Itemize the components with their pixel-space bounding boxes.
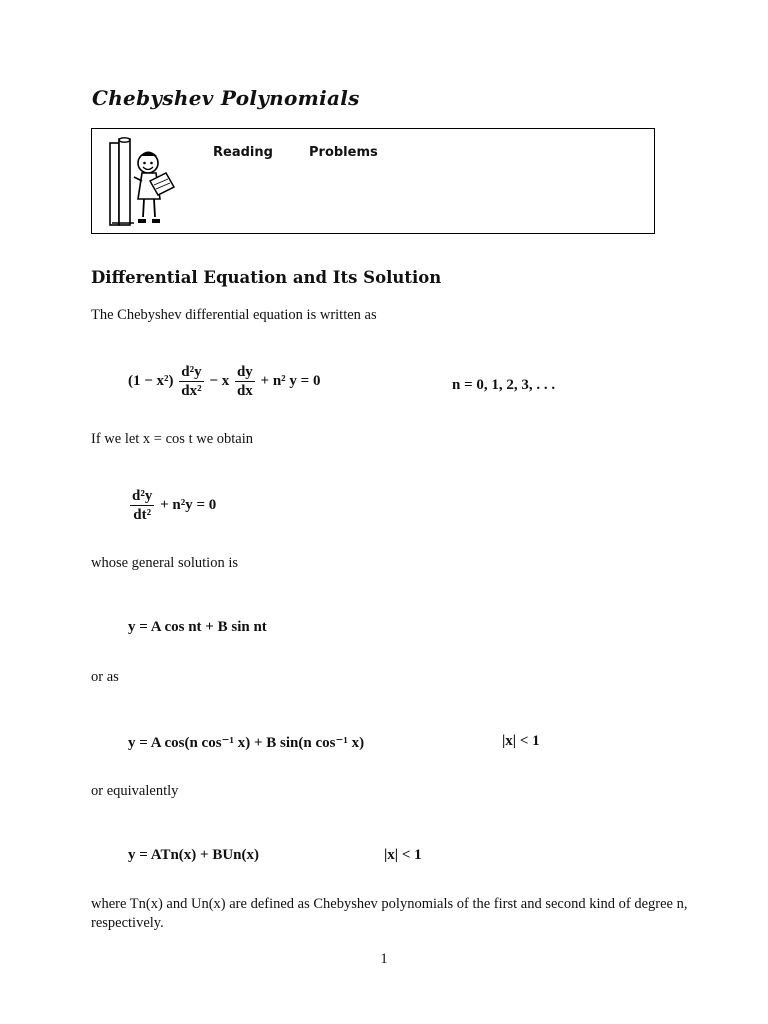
eq4-condition: |x| < 1 xyxy=(502,733,540,749)
or-as-paragraph: or as xyxy=(91,669,119,685)
eq1-second-derivative-fraction xyxy=(179,364,203,399)
section-heading: Differential Equation and Its Solution xyxy=(91,268,442,287)
eq1-middle: − x xyxy=(209,373,230,389)
problems-link[interactable]: Problems xyxy=(309,145,378,160)
inverse-cosine-solution-equation: y = A cos(n cos⁻¹ x) + B sin(n cos⁻¹ x) xyxy=(128,735,365,751)
eq1-frac2-numerator: dy xyxy=(236,364,253,380)
eq5-condition: |x| < 1 xyxy=(384,847,422,863)
eq1-first-derivative-fraction xyxy=(235,364,255,399)
eq1-suffix: + n² y = 0 xyxy=(260,373,321,389)
reading-mascot-icon xyxy=(104,137,184,229)
eq1-frac1-denominator: dx² xyxy=(181,383,202,399)
reading-link[interactable]: Reading xyxy=(213,145,273,160)
eq1-frac2-denominator: dx xyxy=(236,383,253,399)
intro-paragraph: The Chebyshev differential equation is written as xyxy=(91,307,377,323)
chebyshev-polynomial-solution-equation: y = ATn(x) + BUn(x) xyxy=(128,847,259,863)
eq2-numerator: d²y xyxy=(132,488,153,504)
general-solution-paragraph: whose general solution is xyxy=(91,555,238,571)
navigation-box xyxy=(91,128,655,234)
eq2-fraction xyxy=(130,488,154,523)
general-solution-equation: y = A cos nt + B sin nt xyxy=(128,619,267,635)
eq2-denominator: dt² xyxy=(133,507,152,523)
transformed-equation xyxy=(128,488,216,523)
equivalently-paragraph: or equivalently xyxy=(91,783,179,799)
eq2-suffix: + n²y = 0 xyxy=(160,497,217,513)
eq1-frac1-numerator: d²y xyxy=(181,364,202,380)
page-number: 1 xyxy=(380,951,388,967)
page-title: Chebyshev Polynomials xyxy=(92,86,360,110)
chebyshev-differential-equation xyxy=(128,364,320,399)
substitution-paragraph: If we let x = cos t we obtain xyxy=(91,431,253,447)
eq1-prefix: (1 − x²) xyxy=(128,373,174,389)
eq1-condition: n = 0, 1, 2, 3, . . . xyxy=(452,377,556,393)
definition-paragraph: where Tn(x) and Un(x) are defined as Chebyshev polynomials of the first and second kind of degree n, respectively. xyxy=(91,896,688,931)
